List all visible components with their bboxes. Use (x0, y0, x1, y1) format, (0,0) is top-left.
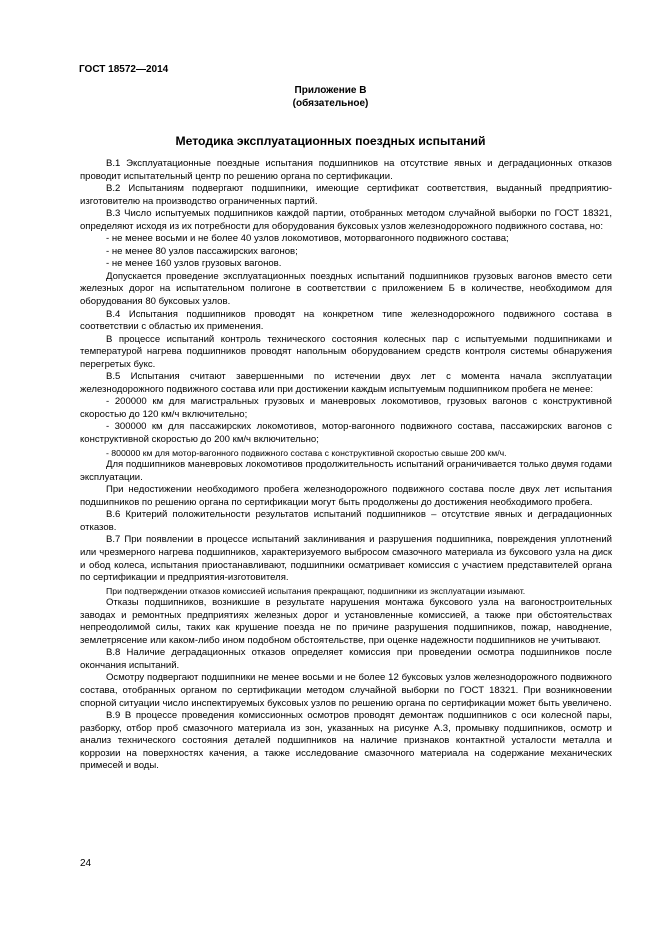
list-item: - не менее 80 узлов пассажирских вагонов; (106, 245, 298, 257)
appendix-heading (0, 84, 661, 110)
list-item: - не менее восьми и не более 40 узлов локомотивов, моторвагонного подвижного состава; (106, 233, 509, 245)
list-item: - не менее 160 узлов грузовых вагонов. (106, 258, 282, 270)
paragraph-b3: В.3 Число испытуемых подшипников каждой партии, отобранных методом случайной выборки по ГОСТ 18321, определяют исходя из их потребности для оборудования буксовых узлов железнодорожного подвижного состава, но: (80, 208, 612, 232)
appendix-title: Приложение В (294, 85, 367, 96)
paragraph-b9: В.9 В процессе проведения комиссионных осмотров проводят демонтаж подшипников с оси колесной пары, разборку, отбор проб смазочного материала из зон, указанных на рисунке А.3, промывку подшипников, осмотр и анализ технического состояния деталей подшипников на наличие признаков контактной усталости металла и коррозии на поверхностях качения, а также исследование смазочного материала на содержание механических примесей и воды. (80, 710, 612, 772)
list-item: - 200000 км для магистральных грузовых и маневровых локомотивов, грузовых вагонов с конструктивной скоростью до 120 км/ч включительно; (80, 396, 612, 420)
paragraph-mileage: При недостижении необходимого пробега железнодорожного подвижного состава после двух лет испытания подшипников по решению органа по сертификации могут быть продолжены до достижения необходимого пробега. (80, 484, 612, 508)
paragraph-b2: В.2 Испытаниям подвергают подшипники, имеющие сертификат соответствия, выданный предприятию-изготовителю на производство ограниченных партий. (80, 183, 612, 207)
list-item: - 800000 км для мотор-вагонного подвижного состава с конструктивной скоростью свыше 200 км/ч. (106, 447, 507, 458)
paragraph-b4: В.4 Испытания подшипников проводят на конкретном типе железнодорожного подвижного состава в соответствии с областью их применения. (80, 308, 612, 333)
list-item: - 300000 км для пассажирских локомотивов, мотор-вагонного подвижного состава, пассажирских вагонов с конструктивной скоростью до 200 км/ч включительно; (80, 421, 612, 446)
paragraph-failures: Отказы подшипников, возникшие в результате нарушения монтажа буксового узла на вагоностроительных заводах и ремонтных предприятиях железных дорог и установленные комиссией, а также при обстоятельствах непреодолимой силы, таких как крушение поезда не по причине разрушения подшипников, пожар, наводнение, землетрясение или каком-либо ином подобном обстоятельстве, при оценке надежности подшипников не учитывают. (80, 597, 612, 646)
paragraph-inspection: Осмотру подвергают подшипники не менее восьми и не более 12 буксовых узлов железнодорожного подвижного состава, отобранных органом по сертификации методом случайной выборки по ГОСТ 18321. При возникновении спорной ситуации число инспектируемых буксовых узлов по решению органа по сертификации может быть увеличено. (80, 672, 612, 709)
paragraph-control: В процессе испытаний контроль технического состояния колесных пар с испытуемыми подшипниками и температурой нагрева подшипников проводят напольным оборудованием средств контроля системы обнаружения перегретых букс. (80, 333, 612, 370)
paragraph-shunting: Для подшипников маневровых локомотивов продолжительность испытаний ограничивается только двумя годами эксплуатации. (80, 459, 612, 483)
paragraph-b8: В.8 Наличие деградационных отказов определяет комиссия при проведении осмотра подшипников после окончания испытаний. (80, 647, 612, 671)
paragraph-b7: В.7 При появлении в процессе испытаний заклинивания и разрушения подшипника, повреждения уплотнений или чрезмерного нагрева подшипников, характеризуемого выбросом смазочного материала из буксового узла на диск и обод колеса, испытания приостанавливают, подшипники осматривает комиссия с участием представителей органа по сертификации и предприятия-изготовителя. (80, 534, 612, 584)
standard-header: ГОСТ 18572—2014 (79, 64, 169, 75)
section-title: Методика эксплуатационных поездных испытаний (175, 134, 486, 148)
page-number: 24 (80, 858, 92, 869)
document-body (80, 158, 612, 773)
paragraph-b1: В.1 Эксплуатационные поездные испытания подшипников на отсутствие явных и деградационных отказов проводит испытательный центр по решению органа по сертификации. (80, 158, 612, 182)
paragraph-confirmation: При подтверждении отказов комиссией испытания прекращают, подшипники из эксплуатации изымают. (106, 585, 526, 596)
paragraph-b6: В.6 Критерий положительности результатов испытаний подшипников – отсутствие явных и деградационных отказов. (80, 509, 612, 533)
appendix-subtitle: (обязательное) (292, 98, 369, 109)
paragraph-polygon-note: Допускается проведение эксплуатационных поездных испытаний подшипников грузовых вагонов вместо сети железных дорог на испытательном полигоне в соответствии с приложением Б в количестве, необходимом для оборудования 80 буксовых узлов. (80, 270, 612, 308)
paragraph-b5: В.5 Испытания считают завершенными по истечении двух лет с момента начала эксплуатации железнодорожного подвижного состава или при достижении каждым испытуемым подшипником пробега не менее: (80, 371, 612, 395)
